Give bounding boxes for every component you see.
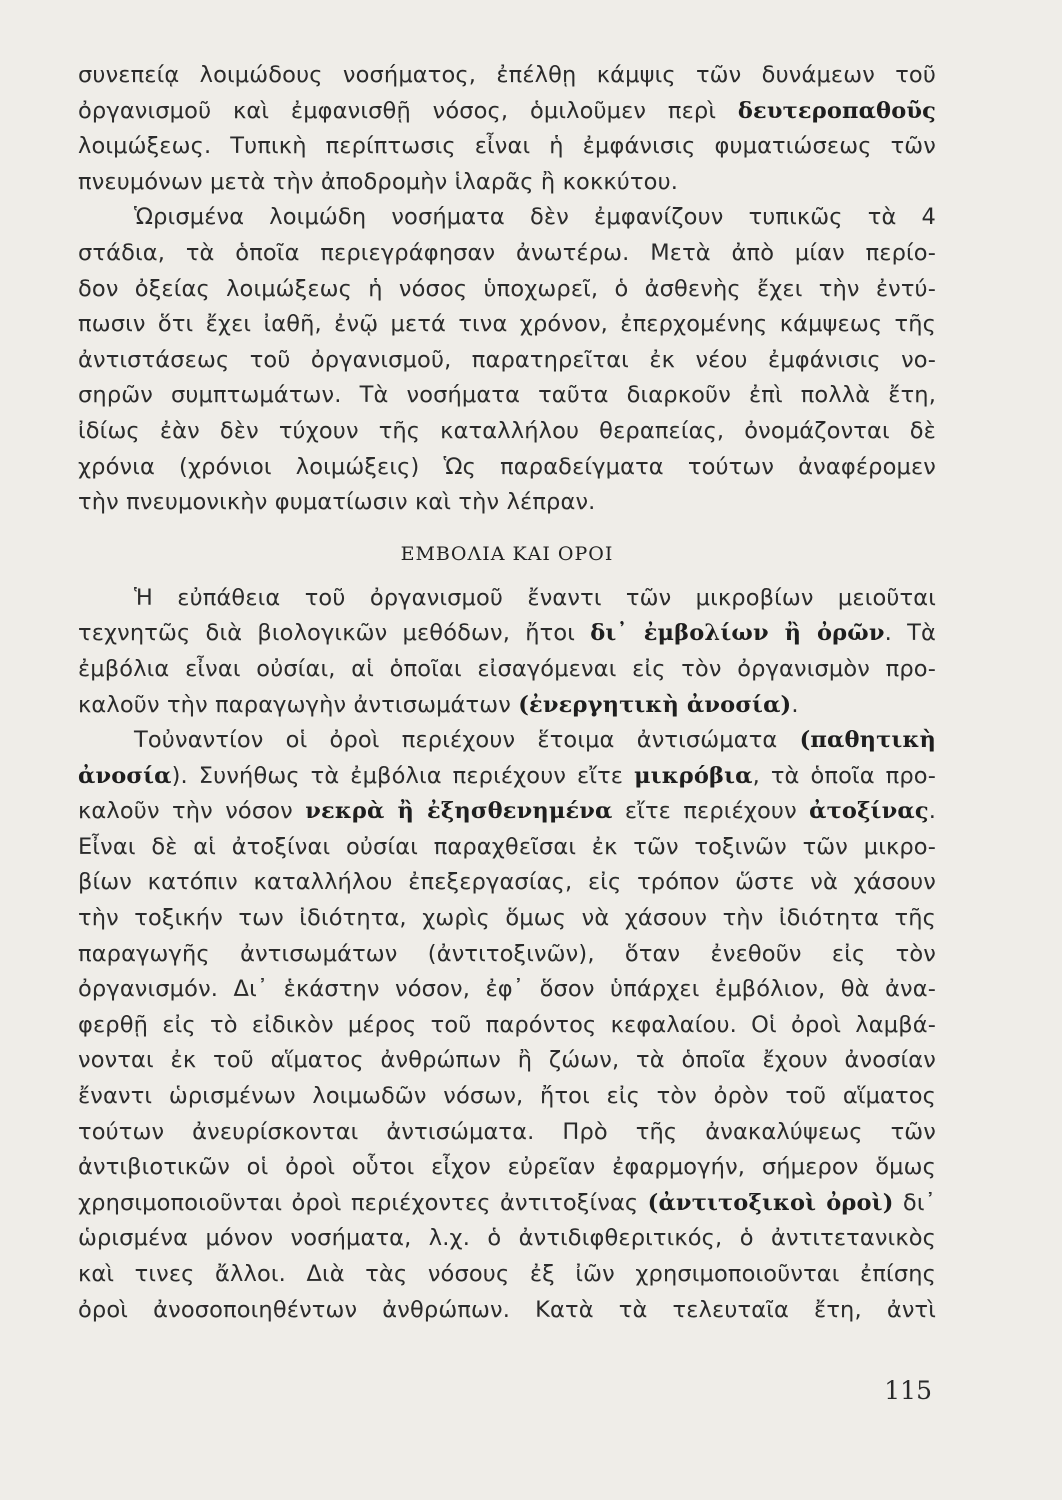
- text-line: τὴν πνευμονικὴν φυματίωσιν καὶ τὴν λέπραν.: [78, 489, 596, 516]
- text-run: ὀργανισμοῦ καὶ ἐμφανισθῇ νόσος, ὁμιλοῦμεν περὶ: [78, 97, 738, 124]
- text-line: τὴν τοξικήν των ἰδιότητα, χωρὶς ὅμως νὰ χάσουν τὴν ἰδιότητα τῆς: [78, 905, 936, 932]
- text-line: ἀντιστάσεως τοῦ ὀργανισμοῦ, παρατηρεῖται ἐκ νέου ἐμφάνισις νο-: [78, 346, 936, 373]
- bold-term: μικρόβια: [634, 762, 753, 789]
- text-run: χρησιμοποιοῦνται ὀροὶ περιέχοντες ἀντιτοξίνας: [78, 1189, 648, 1216]
- text-line: [78, 794, 936, 830]
- text-line: φερθῇ εἰς τὸ εἰδικὸν μέρος τοῦ παρόντος κεφαλαίου. Οἱ ὀροὶ λαμβά-: [78, 1011, 936, 1038]
- text-line: [78, 616, 936, 652]
- bold-term: (παθητικὴ: [799, 727, 936, 754]
- text-line: [78, 759, 936, 795]
- text-run: Τοὐναντίον οἱ ὀροὶ περιέχουν ἕτοιμα ἀντισώματα: [134, 727, 800, 754]
- body-text: [78, 58, 936, 1328]
- paragraph-4: [78, 723, 936, 1328]
- text-run: ). Συνήθως τὰ ἐμβόλια περιέχουν εἴτε: [171, 762, 635, 789]
- text-line: χρόνια (χρόνιοι λοιμώξεις) Ὡς παραδείγματα τούτων ἀναφέρομεν: [78, 453, 936, 480]
- text-line: ὀροὶ ἀνοσοποιηθέντων ἀνθρώπων. Κατὰ τὰ τελευταῖα ἔτη, ἀντὶ: [78, 1296, 936, 1323]
- text-line: νονται ἐκ τοῦ αἵματος ἀνθρώπων ἢ ζώων, τὰ ὁποῖα ἔχουν ἀνοσίαν: [78, 1047, 936, 1074]
- text-line: Εἶναι δὲ αἱ ἀτοξίναι οὐσίαι παραχθεῖσαι ἐκ τῶν τοξινῶν τῶν μικρο-: [78, 833, 936, 860]
- text-line: πνευμόνων μετὰ τὴν ἀποδρομὴν ἱλαρᾶς ἢ κοκκύτου.: [78, 168, 679, 195]
- bold-term: ἀτοξίνας: [809, 798, 929, 825]
- text-run: δι᾽: [893, 1189, 936, 1216]
- text-line: ἰδίως ἐὰν δὲν τύχουν τῆς καταλλήλου θεραπείας, ὀνομάζονται δὲ: [78, 417, 936, 444]
- paragraph-2: [78, 200, 936, 520]
- text-line: βίων κατόπιν καταλλήλου ἐπεξεργασίας, εἰς τρόπον ὥστε νὰ χάσουν: [78, 869, 936, 896]
- text-line: ἔναντι ὡρισμένων λοιμωδῶν νόσων, ἤτοι εἰς τὸν ὀρὸν τοῦ αἵματος: [78, 1083, 936, 1110]
- bold-term: (ἐνεργητικὴ ἀνοσία): [518, 691, 792, 718]
- text-line: παραγωγῆς ἀντισωμάτων (ἀντιτοξινῶν), ὅταν ἐνεθοῦν εἰς τὸν: [78, 940, 936, 967]
- text-line: στάδια, τὰ ὁποῖα περιεγράφησαν ἀνωτέρω. Μετὰ ἀπὸ μίαν περίο-: [78, 239, 936, 266]
- text-line: Ὡρισμένα λοιμώδη νοσήματα δὲν ἐμφανίζουν τυπικῶς τὰ 4: [134, 204, 936, 231]
- text-line: λοιμώξεως. Τυπικὴ περίπτωσις εἶναι ἡ ἐμφάνισις φυματιώσεως τῶν: [78, 133, 936, 160]
- page-number: 115: [884, 1376, 932, 1405]
- section-heading: ΕΜΒΟΛΙΑ ΚΑΙ ΟΡΟΙ: [400, 542, 614, 565]
- text-line: [78, 1186, 936, 1222]
- text-line: καὶ τινες ἄλλοι. Διὰ τὰς νόσους ἐξ ἰῶν χρησιμοποιοῦνται ἐπίσης: [78, 1261, 936, 1287]
- bold-term: (ἀντιτοξικοὶ ὀροὶ): [647, 1189, 894, 1216]
- bold-term: νεκρὰ ἢ ἐξησθενημένα: [305, 798, 613, 825]
- bold-term: ἀνοσία: [78, 762, 172, 789]
- text-run: τεχνητῶς διὰ βιολογικῶν μεθόδων, ἤτοι: [78, 620, 591, 647]
- text-run: .: [791, 691, 799, 718]
- text-line: [78, 688, 936, 724]
- text-line: ὡρισμένα μόνον νοσήματα, λ.χ. ὁ ἀντιδιφθεριτικός, ὁ ἀντιτετανικὸς: [78, 1225, 936, 1252]
- text-line: δον ὀξείας λοιμώξεως ἡ νόσος ὑποχωρεῖ, ὁ ἀσθενὴς ἔχει τὴν ἐντύ-: [78, 275, 936, 302]
- bold-term: δι᾽ ἐμβολίων ἢ ὀρῶν: [590, 620, 885, 647]
- paragraph-3: [78, 581, 936, 723]
- text-run: . Τὰ: [884, 620, 936, 647]
- text-run: καλοῦν τὴν νόσον: [78, 798, 306, 825]
- text-run: καλοῦν τὴν παραγωγὴν ἀντισωμάτων: [78, 691, 519, 718]
- text-run: εἴτε περιέχουν: [612, 798, 810, 825]
- text-line: ὀργανισμόν. Δι᾽ ἑκάστην νόσον, ἐφ᾽ ὅσον ὑπάρχει ἐμβόλιον, θὰ ἀνα-: [78, 976, 936, 1003]
- text-line: ἐμβόλια εἶναι οὐσίαι, αἱ ὁποῖαι εἰσαγόμεναι εἰς τὸν ὀργανισμὸν προ-: [78, 655, 936, 682]
- bold-term: δευτεροπαθοῦς: [737, 97, 936, 124]
- text-line: τούτων ἀνευρίσκονται ἀντισώματα. Πρὸ τῆς ἀνακαλύψεως τῶν: [78, 1118, 936, 1145]
- text-line: [78, 94, 936, 130]
- text-run: .: [928, 798, 936, 825]
- text-run: , τὰ ὁποῖα προ-: [752, 762, 936, 789]
- text-line: ἀντιβιοτικῶν οἱ ὀροὶ οὗτοι εἶχον εὐρεῖαν ἐφαρμογήν, σήμερον ὅμως: [78, 1154, 936, 1181]
- text-line: [78, 723, 936, 759]
- text-line: συνεπείᾳ λοιμώδους νοσήματος, ἐπέλθῃ κάμψις τῶν δυνάμεων τοῦ: [78, 62, 936, 88]
- paragraph-1: [78, 58, 936, 200]
- text-line: σηρῶν συμπτωμάτων. Τὰ νοσήματα ταῦτα διαρκοῦν ἐπὶ πολλὰ ἔτη,: [78, 382, 936, 409]
- text-line: Ἡ εὐπάθεια τοῦ ὀργανισμοῦ ἔναντι τῶν μικροβίων μειοῦται: [134, 584, 936, 611]
- text-line: πωσιν ὅτι ἔχει ἰαθῆ, ἐνῷ μετά τινα χρόνον, ἐπερχομένης κάμψεως τῆς: [78, 311, 936, 338]
